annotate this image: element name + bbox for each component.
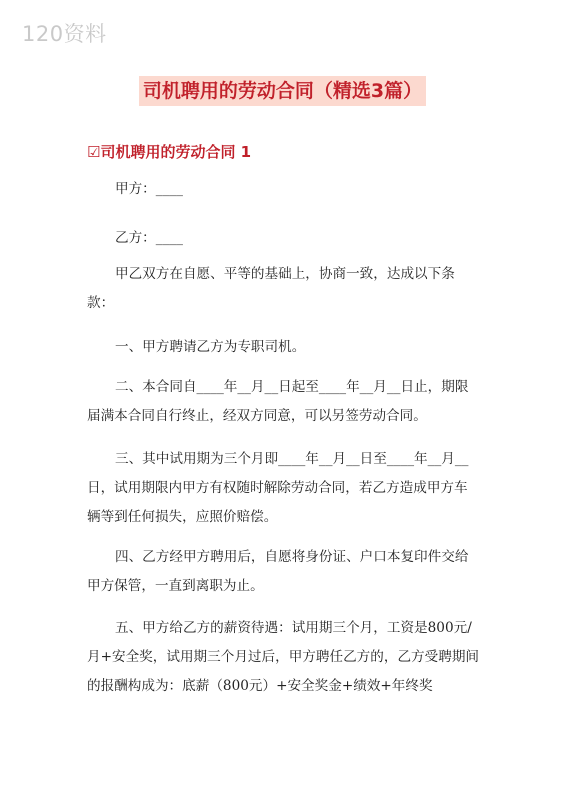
party-a-line: 甲方：____ [115, 181, 183, 197]
clause-4: 四、乙方经甲方聘用后，自愿将身份证、户口本复印件交给甲方保管，一直到离职为止。 [87, 549, 469, 594]
document-title: 司机聘用的劳动合同（精选3篇） [139, 76, 426, 106]
clause-2: 二、本合同自____年__月__日起至____年__月__日止，期限届满本合同自行终止，经双方同意，可以另签劳动合同。 [87, 379, 469, 424]
section-heading: ☑司机聘用的劳动合同 1 [87, 143, 252, 161]
title-container [0, 76, 565, 106]
party-b-line: 乙方：____ [115, 230, 183, 246]
clause-3: 三、其中试用期为三个月即____年__月__日至____年__月__日，试用期限内甲方有权随时解除劳动合同，若乙方造成甲方车辆等到任何损失，应照价赔偿。 [87, 451, 469, 525]
clause-5: 五、甲方给乙方的薪资待遇：试用期三个月，工资是800元/月+安全奖，试用期三个月过后，甲方聘任乙方的，乙方受聘期间的报酬构成为：底薪（800元）+安全奖金+绩效+年终奖 [87, 620, 480, 694]
intro-paragraph: 甲乙双方在自愿、平等的基础上，协商一致，达成以下条款： [87, 266, 455, 311]
watermark: 120资料 [22, 22, 107, 46]
clause-1: 一、甲方聘请乙方为专职司机。 [115, 339, 306, 355]
